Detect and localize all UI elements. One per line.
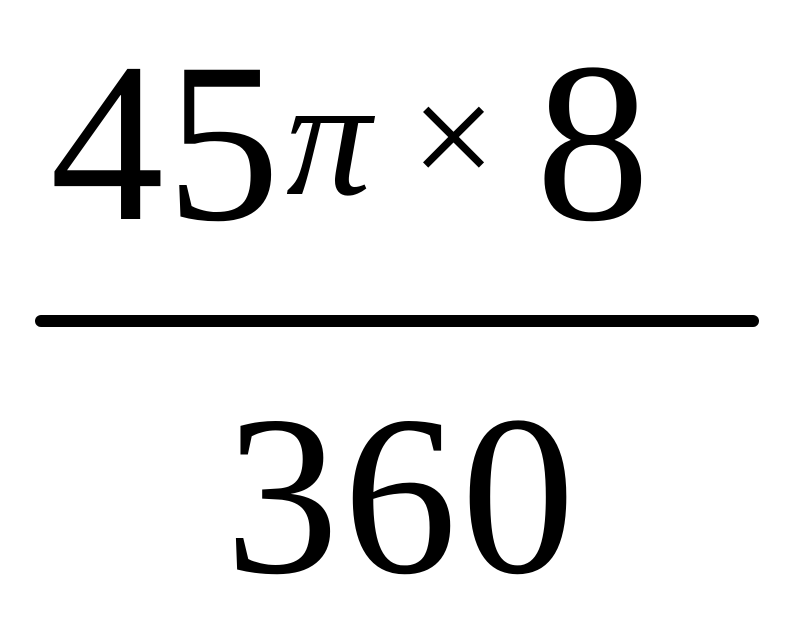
pi-symbol: π [286, 43, 372, 231]
fraction-bar [35, 315, 759, 327]
numerator-factor: 8 [535, 17, 650, 269]
fraction-numerator [50, 17, 650, 269]
fraction-denominator: 360 [225, 370, 579, 622]
numerator-coefficient: 45 [50, 17, 282, 269]
multiplication-sign: × [411, 54, 496, 220]
